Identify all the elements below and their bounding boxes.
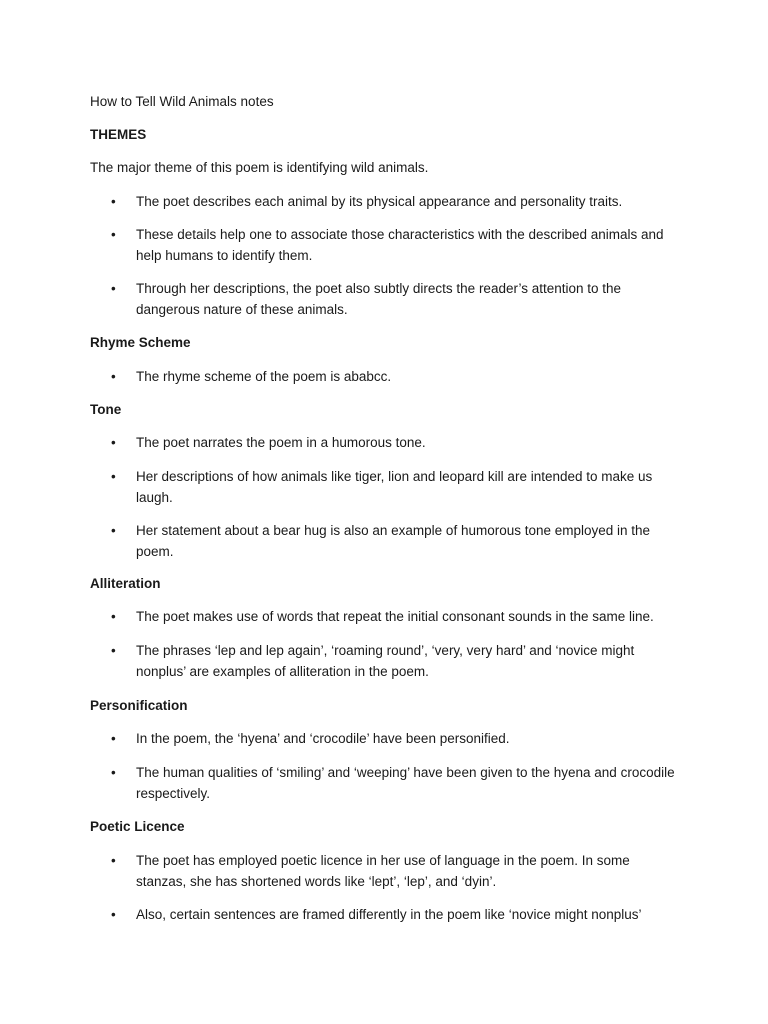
list-item: [111, 520, 681, 562]
list-item: [111, 224, 681, 266]
section-heading-tone: Tone: [90, 402, 122, 417]
list-item: [111, 366, 681, 387]
document-title: How to Tell Wild Animals notes: [90, 94, 274, 109]
bullet-icon: •: [111, 281, 116, 296]
list-item: [111, 191, 681, 212]
bullet-icon: •: [111, 227, 116, 242]
list-item-text: In the poem, the ‘hyena’ and ‘crocodile’ have been personified.: [136, 731, 510, 746]
list-item: [111, 466, 681, 508]
list-item-text: The rhyme scheme of the poem is ababcc.: [136, 369, 392, 384]
list-item-text: Her statement about a bear hug is also an example of humorous tone employed in the poem.: [136, 523, 651, 559]
list-item: [111, 606, 681, 627]
list-item-text: The human qualities of ‘smiling’ and ‘weeping’ have been given to the hyena and crocodile respectively.: [136, 765, 675, 801]
list-item: [111, 432, 681, 453]
list-item-text: The phrases ‘lep and lep again’, ‘roaming round’, ‘very, very hard’ and ‘novice might nonplus’ are examples of alliteration in the poem.: [136, 643, 635, 679]
list-item: [111, 728, 681, 749]
bullet-icon: •: [111, 435, 116, 450]
bullet-icon: •: [111, 853, 116, 868]
bullet-icon: •: [111, 194, 116, 209]
list-item-text: These details help one to associate those characteristics with the described animals and help humans to identify them.: [136, 227, 664, 263]
list-item: [111, 762, 681, 804]
section-heading-poetic-licence: Poetic Licence: [90, 819, 185, 834]
bullet-icon: •: [111, 643, 116, 658]
themes-intro: The major theme of this poem is identifying wild animals.: [90, 160, 429, 175]
bullet-icon: •: [111, 765, 116, 780]
list-item-text: The poet makes use of words that repeat the initial consonant sounds in the same line.: [136, 609, 654, 624]
list-item-text: The poet describes each animal by its physical appearance and personality traits.: [136, 194, 623, 209]
section-heading-alliteration: Alliteration: [90, 576, 161, 591]
list-item: [111, 850, 681, 892]
section-heading-personification: Personification: [90, 698, 188, 713]
bullet-icon: •: [111, 369, 116, 384]
bullet-icon: •: [111, 907, 116, 922]
bullet-icon: •: [111, 731, 116, 746]
bullet-icon: •: [111, 469, 116, 484]
list-item: [111, 278, 681, 320]
list-item-text: The poet has employed poetic licence in her use of language in the poem. In some stanzas, she has shortened words like ‘lept’, ‘lep’, and ‘dyin’.: [136, 853, 630, 889]
list-item-text: Her descriptions of how animals like tiger, lion and leopard kill are intended to make us laugh.: [136, 469, 653, 505]
list-item: [111, 904, 681, 925]
bullet-icon: •: [111, 609, 116, 624]
list-item: [111, 640, 681, 682]
list-item-text: The poet narrates the poem in a humorous tone.: [136, 435, 426, 450]
section-heading-rhyme-scheme: Rhyme Scheme: [90, 335, 191, 350]
list-item-text: Also, certain sentences are framed differently in the poem like ‘novice might nonplus’: [136, 907, 642, 922]
list-item-text: Through her descriptions, the poet also subtly directs the reader’s attention to the dangerous nature of these animals.: [136, 281, 622, 317]
section-heading-themes: THEMES: [90, 127, 147, 142]
bullet-icon: •: [111, 523, 116, 538]
